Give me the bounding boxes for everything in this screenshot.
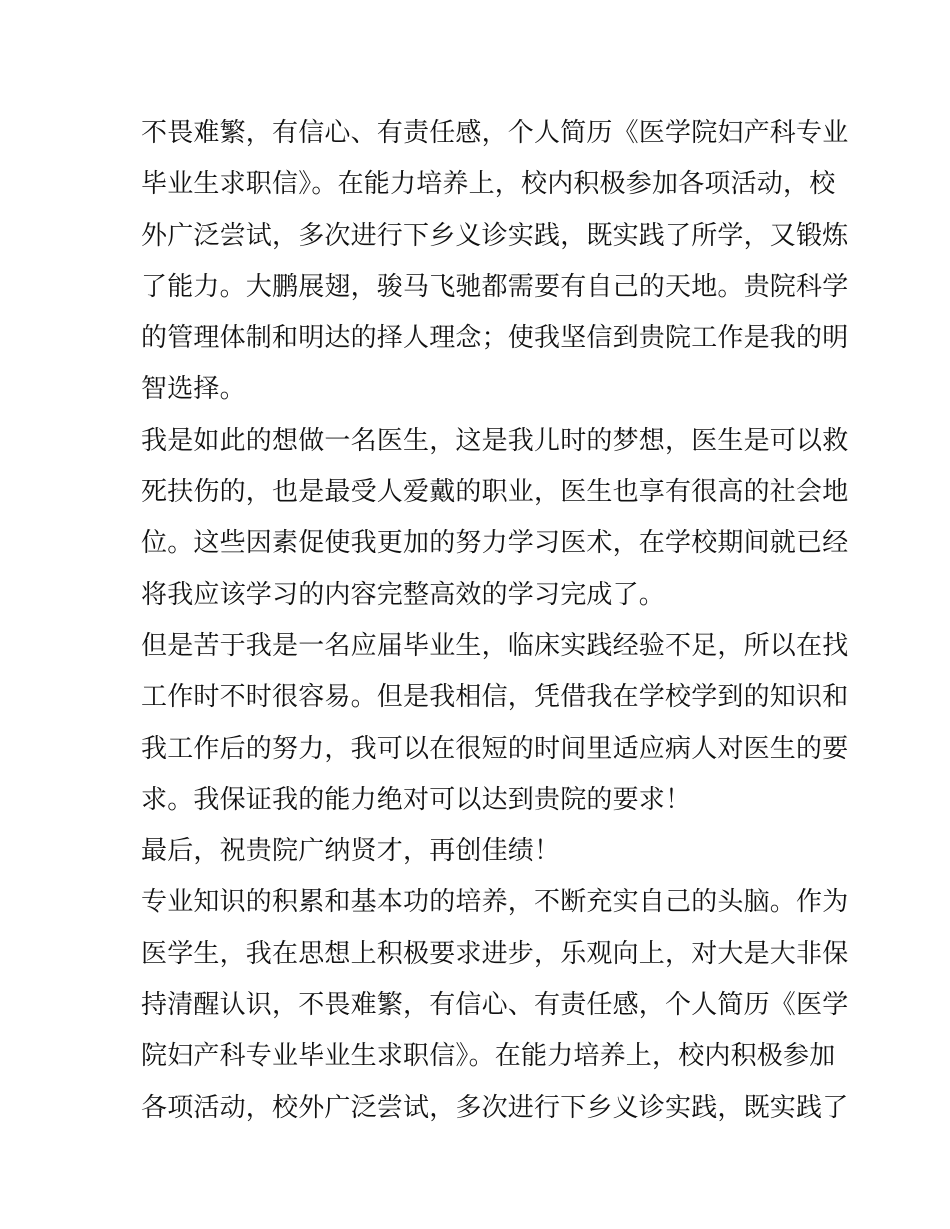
text-line-1: 不畏难繁，有信心、有责任感，个人简历《医学院妇产科专业	[141, 118, 849, 148]
text-line-16: 专业知识的积累和基本功的培养，不断充实自己的头脑。作为	[141, 887, 849, 918]
text-line-17: 医学生，我在思想上积极要求进步，乐观向上，对大是大非保	[141, 938, 849, 969]
text-line-4: 了能力。大鹏展翅，骏马飞驰都需要有自己的天地。贵院科学	[141, 271, 849, 302]
text-line-3: 外广泛尝试，多次进行下乡义诊实践，既实践了所学，又锻炼	[141, 220, 849, 251]
text-line-20: 各项活动，校外广泛尝试，多次进行下乡义诊实践，既实践了	[141, 1092, 849, 1123]
text-line-18: 持清醒认识，不畏难繁，有信心、有责任感，个人简历《医学	[141, 990, 849, 1021]
text-line-11: 但是苦于我是一名应届毕业生，临床实践经验不足，所以在找	[141, 630, 849, 661]
text-line-2: 毕业生求职信》。在能力培养上，校内积极参加各项活动，校	[141, 169, 836, 200]
text-line-13: 我工作后的努力，我可以在很短的时间里适应病人对医生的要	[141, 733, 849, 764]
text-line-7: 我是如此的想做一名医生，这是我儿时的梦想，医生是可以救	[141, 425, 849, 456]
text-line-6: 智选择。	[141, 374, 246, 405]
body-text	[141, 108, 849, 1134]
text-line-10: 将我应该学习的内容完整高效的学习完成了。	[141, 579, 666, 610]
text-line-8: 死扶伤的，也是最受人爱戴的职业，医生也享有很高的社会地	[141, 477, 849, 508]
text-line-14: 求。我保证我的能力绝对可以达到贵院的要求！	[141, 784, 692, 815]
text-line-19: 院妇产科专业毕业生求职信》。在能力培养上，校内积极参加	[141, 1041, 836, 1072]
text-line-5: 的管理体制和明达的择人理念；使我坚信到贵院工作是我的明	[141, 323, 849, 354]
text-line-9: 位。这些因素促使我更加的努力学习医术，在学校期间就已经	[141, 528, 849, 559]
text-line-12: 工作时不时很容易。但是我相信，凭借我在学校学到的知识和	[141, 682, 849, 713]
text-line-15: 最后，祝贵院广纳贤才，再创佳绩！	[141, 836, 561, 867]
